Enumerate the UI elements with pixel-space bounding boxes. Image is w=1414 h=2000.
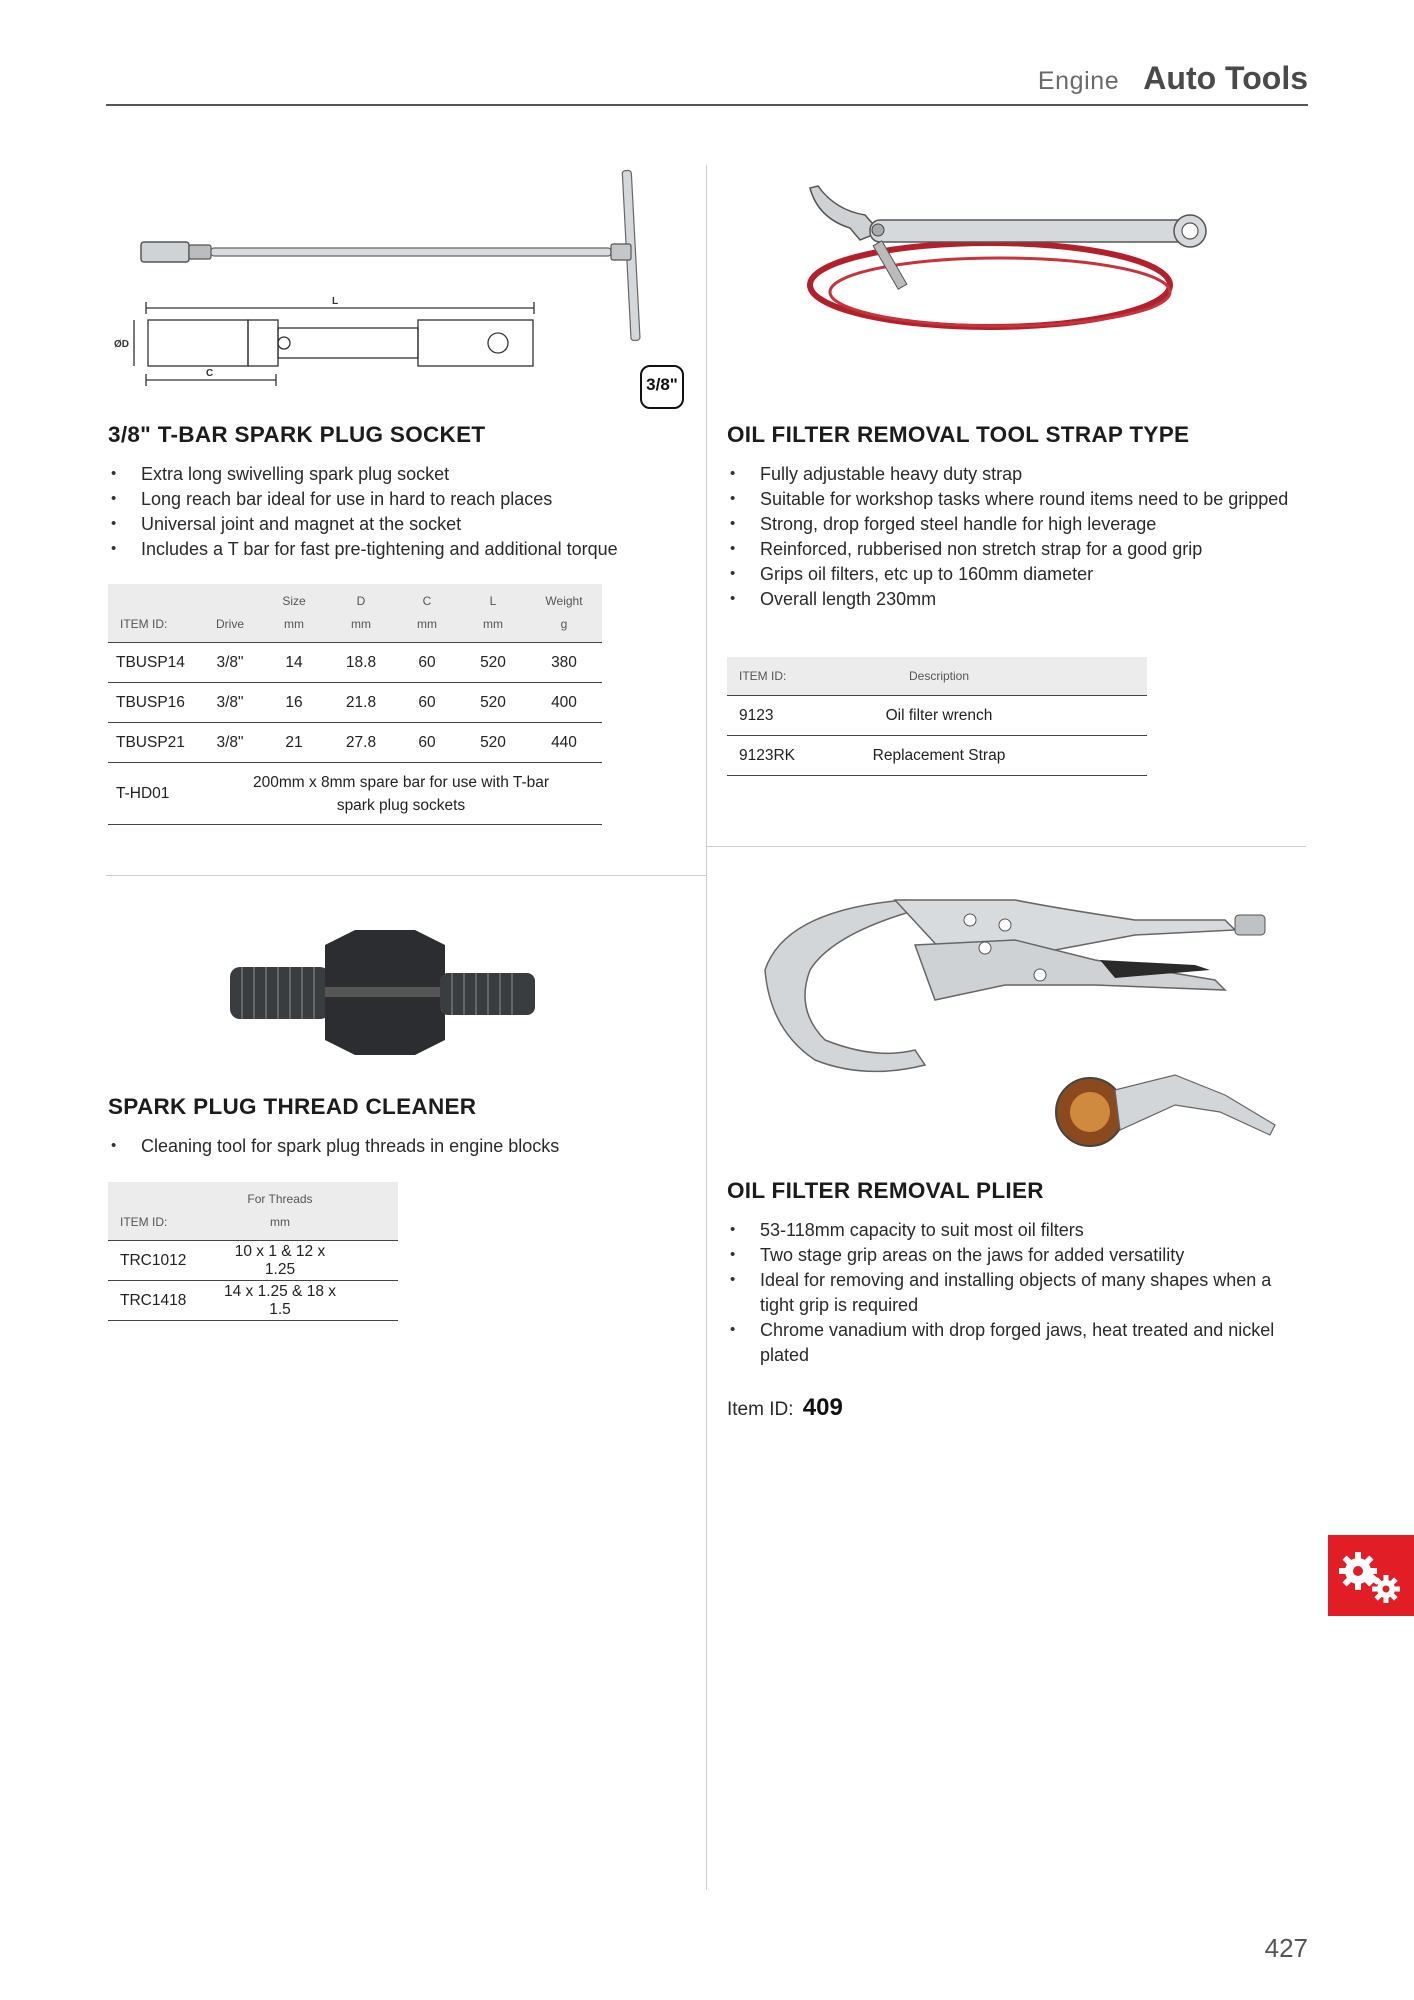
plier-image: [755, 890, 1295, 1170]
table-row: [108, 643, 602, 683]
cell-size: 21: [260, 723, 328, 763]
cell-item-id: TBUSP21: [108, 723, 200, 763]
cell-size: 14: [260, 643, 328, 683]
table-row: [108, 1241, 398, 1281]
auto-tools-side-tab[interactable]: [1328, 1535, 1414, 1616]
strap-bullet: • Grips oil filters, etc up to 160mm diameter: [727, 562, 1307, 587]
cell-d: 18.8: [328, 643, 394, 683]
cell-c: 60: [394, 643, 460, 683]
header-section: Engine: [1037, 67, 1120, 95]
plier-bullet: • Two stage grip areas on the jaws for added versatility: [727, 1243, 1307, 1268]
header-rule: [106, 104, 1308, 106]
table-row: [727, 736, 1147, 776]
strap-bullet: • Overall length 230mm: [727, 587, 1307, 612]
th-item-id: ITEM ID:: [727, 657, 867, 696]
cell-l: 520: [460, 683, 526, 723]
column-divider: [706, 165, 707, 1890]
cell-weight: 380: [526, 643, 602, 683]
cell-item-id: 9123RK: [727, 736, 867, 776]
plier-bullet: • 53-118mm capacity to suit most oil filters: [727, 1218, 1307, 1243]
cell-c: 60: [394, 683, 460, 723]
diagram-label-length: L: [332, 296, 339, 307]
strap-bullet: • Reinforced, rubberised non stretch strap for a good grip: [727, 537, 1307, 562]
tbar-bullet: • Includes a T bar for fast pre-tightening and additional torque: [108, 537, 698, 562]
table-row: [108, 723, 602, 763]
table-row: [108, 683, 602, 723]
cell-item-id: TRC1012: [108, 1241, 218, 1281]
cell-description: 200mm x 8mm spare bar for use with T-bar spark plug sockets: [200, 763, 602, 825]
cell-item-id: 9123: [727, 696, 867, 736]
cell-l: 520: [460, 643, 526, 683]
left-section-divider: [106, 875, 706, 876]
th-l: L mm: [460, 584, 526, 643]
table-row: [108, 763, 602, 825]
cell-d: 21.8: [328, 683, 394, 723]
th-item-id: ITEM ID:: [108, 1182, 218, 1241]
cell-drive: 3/8": [200, 643, 260, 683]
tbar-bullet: • Extra long swivelling spark plug socket: [108, 462, 698, 487]
strap-bullet: • Suitable for workshop tasks where round items need to be gripped: [727, 487, 1307, 512]
th-threads: For Threads mm: [218, 1182, 398, 1241]
drive-size-badge-label: 3/8": [646, 375, 678, 394]
strap-bullet: • Fully adjustable heavy duty strap: [727, 462, 1307, 487]
page-header: [1038, 60, 1308, 97]
plier-item-id: [727, 1394, 843, 1422]
th-item-id: ITEM ID:: [108, 584, 200, 643]
cell-drive: 3/8": [200, 723, 260, 763]
tbar-title: 3/8" T-BAR SPARK PLUG SOCKET: [108, 422, 486, 447]
cell-description: Replacement Strap: [867, 736, 1147, 776]
strap-title: OIL FILTER REMOVAL TOOL STRAP TYPE: [727, 422, 1190, 447]
tbar-bullet: • Long reach bar ideal for use in hard to reach places: [108, 487, 698, 512]
drive-size-badge: [640, 365, 684, 409]
cell-size: 16: [260, 683, 328, 723]
table-row: [727, 696, 1147, 736]
header-category: Auto Tools: [1143, 60, 1308, 96]
th-description: Description: [867, 657, 1147, 696]
tbar-bullet: • Universal joint and magnet at the socket: [108, 512, 698, 537]
plier-bullet: • Ideal for removing and installing objects of many shapes when a tight grip is required: [727, 1268, 1307, 1318]
cell-l: 520: [460, 723, 526, 763]
plier-bullet: • Chrome vanadium with drop forged jaws, heat treated and nickel plated: [727, 1318, 1307, 1368]
th-weight: Weight g: [526, 584, 602, 643]
th-drive: Drive: [200, 584, 260, 643]
cell-item-id: TRC1418: [108, 1281, 218, 1321]
thread-cleaner-image: [220, 925, 570, 1060]
page-number: 427: [1264, 1933, 1308, 1963]
plier-title: OIL FILTER REMOVAL PLIER: [727, 1178, 1044, 1203]
cell-item-id: TBUSP14: [108, 643, 200, 683]
plier-item-id-label: Item ID:: [727, 1399, 794, 1420]
diagram-label-c: C: [206, 368, 214, 379]
cell-item-id: T-HD01: [108, 763, 200, 825]
cleaner-bullet: • Cleaning tool for spark plug threads in engine blocks: [108, 1134, 698, 1159]
cell-c: 60: [394, 723, 460, 763]
strap-wrench-image: [790, 180, 1240, 350]
diagram-label-diameter: ØD: [114, 339, 129, 350]
plier-item-id-value: 409: [802, 1394, 843, 1421]
strap-bullets: [727, 462, 1307, 612]
strap-spec-table: [727, 657, 1147, 776]
cell-d: 27.8: [328, 723, 394, 763]
strap-bullet: • Strong, drop forged steel handle for high leverage: [727, 512, 1307, 537]
cell-threads: 10 x 1 & 12 x 1.25: [218, 1241, 398, 1281]
cell-threads: 14 x 1.25 & 18 x 1.5: [218, 1281, 398, 1321]
plier-bullets: [727, 1218, 1307, 1368]
cell-item-id: TBUSP16: [108, 683, 200, 723]
tbar-socket-image: [106, 160, 706, 410]
cell-description: Oil filter wrench: [867, 696, 1147, 736]
table-row: [108, 1281, 398, 1321]
th-c: C mm: [394, 584, 460, 643]
th-size: Size mm: [260, 584, 328, 643]
tbar-spec-table: [108, 584, 602, 825]
tbar-bullets: [108, 462, 698, 562]
th-d: D mm: [328, 584, 394, 643]
cell-weight: 440: [526, 723, 602, 763]
cell-weight: 400: [526, 683, 602, 723]
gears-icon: [1328, 1535, 1414, 1616]
cleaner-title: SPARK PLUG THREAD CLEANER: [108, 1094, 477, 1119]
cell-drive: 3/8": [200, 683, 260, 723]
cleaner-spec-table: [108, 1182, 398, 1321]
right-section-divider: [706, 846, 1306, 847]
cleaner-bullets: [108, 1134, 698, 1159]
